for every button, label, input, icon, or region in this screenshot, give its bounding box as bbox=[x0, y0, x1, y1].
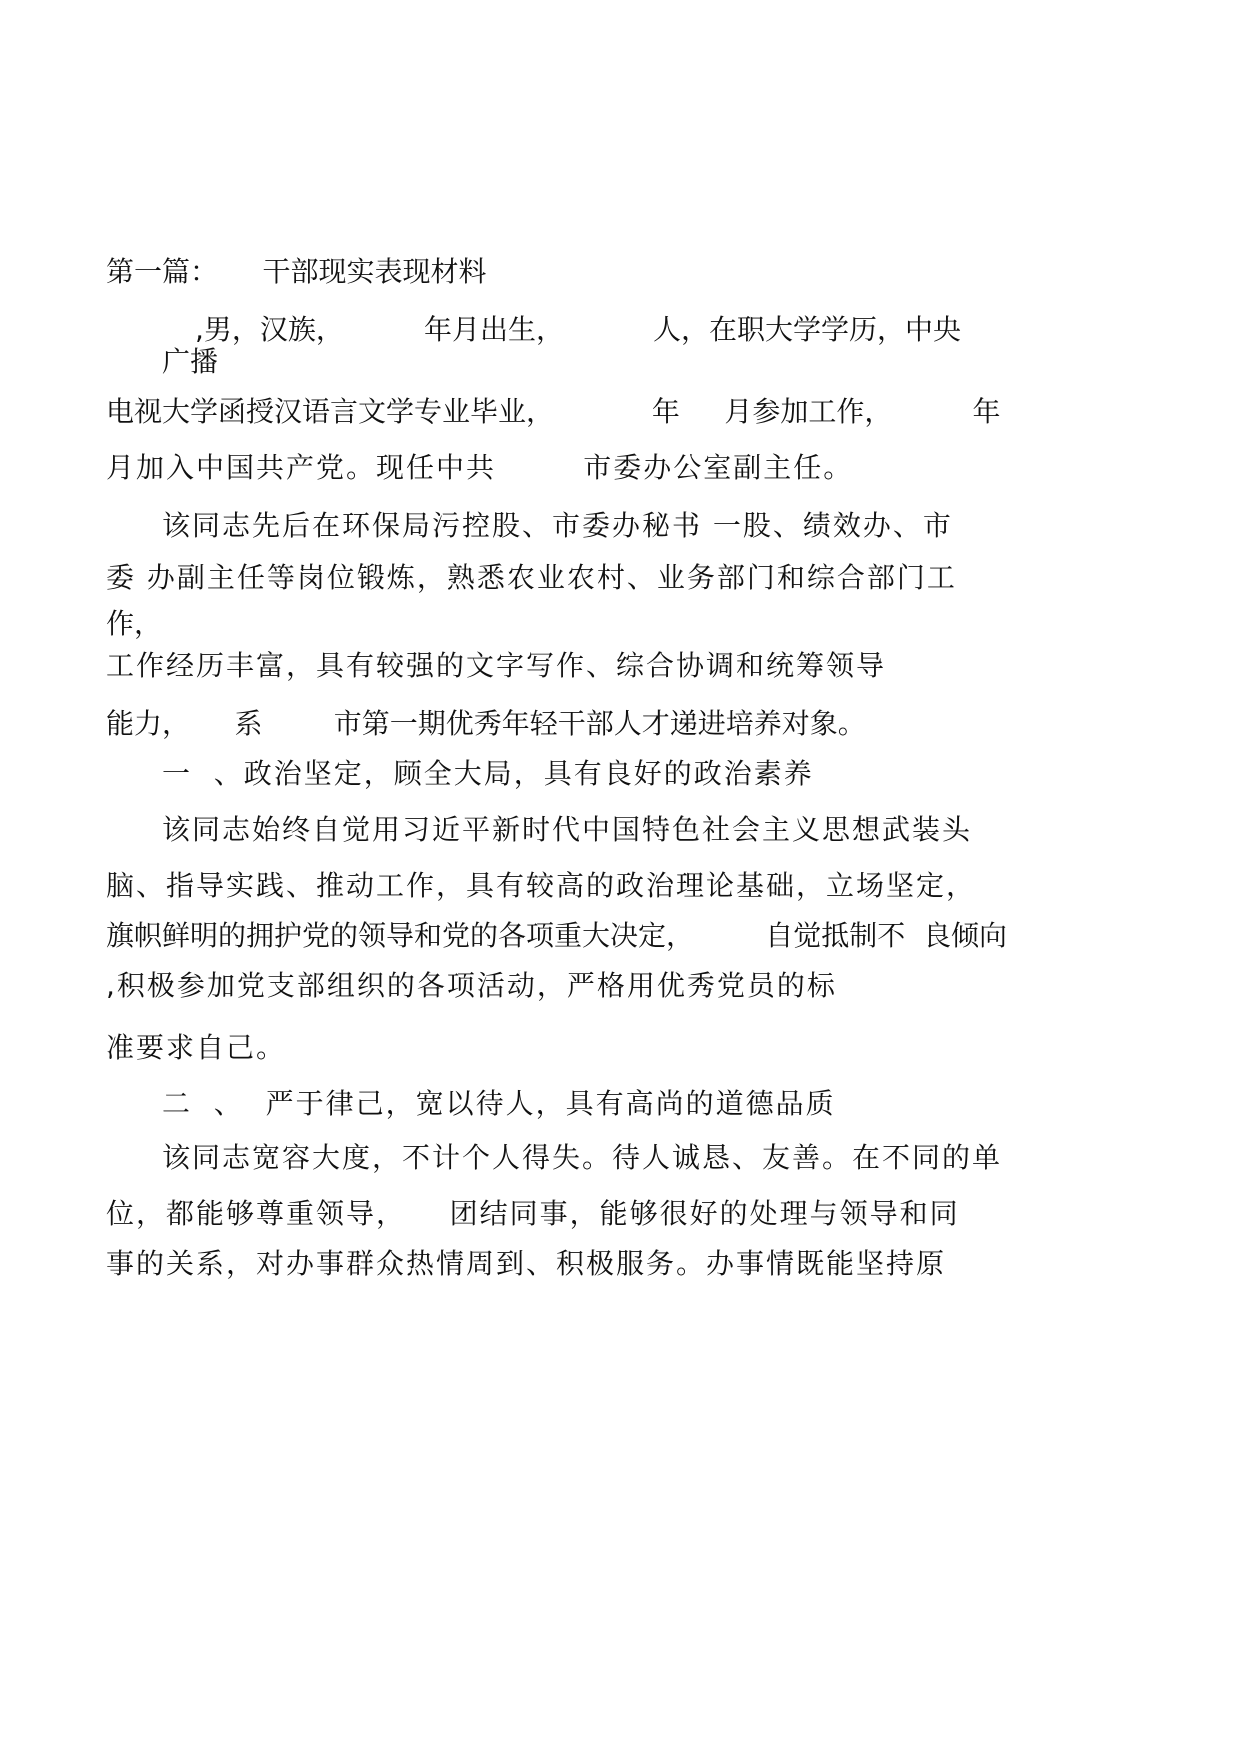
paragraph-line: 旗帜鲜明的拥护党的领导和党的各项重大决定， 自觉抵制不 良倾向 bbox=[106, 919, 1008, 952]
paragraph-line: 该同志始终自觉用习近平新时代中国特色社会主义思想武装头 bbox=[162, 813, 973, 846]
paragraph-line: ,积极参加党支部组织的各项活动，严格用优秀党员的标 bbox=[106, 969, 837, 1002]
section-heading: 二 、 严于律己，宽以待人，具有高尚的道德品质 bbox=[162, 1087, 836, 1120]
paragraph-line: 委 办副主任等岗位锻炼，熟悉农业农村、业务部门和综合部门工 bbox=[106, 561, 957, 594]
paragraph-line: 月加入中国共产党。现任中共 市委办公室副主任。 bbox=[106, 451, 854, 484]
paragraph-line: 脑、指导实践、推动工作，具有较高的政治理论基础，立场坚定， bbox=[106, 869, 977, 902]
paragraph-line: 位，都能够尊重领导， 团结同事，能够很好的处理与领导和同 bbox=[106, 1197, 960, 1230]
paragraph-line: 能力， 系 市第一期优秀年轻干部人才递进培养对象。 bbox=[106, 707, 866, 740]
section-heading: 一 、政治坚定，顾全大局，具有良好的政治素养 bbox=[162, 757, 814, 790]
paragraph-line: 作， bbox=[106, 607, 163, 640]
paragraph-line: 事的关系，对办事群众热情周到、积极服务。办事情既能坚持原 bbox=[106, 1247, 947, 1280]
paragraph-line: 准要求自己。 bbox=[106, 1031, 287, 1064]
document-title: 第一篇： 干部现实表现材料 bbox=[106, 255, 487, 288]
paragraph-line: 工作经历丰富，具有较强的文字写作、综合协调和统筹领导 bbox=[106, 649, 887, 682]
paragraph-line: 广播 bbox=[162, 345, 219, 378]
paragraph-line: ,男，汉族， 年月出生， 人，在职大学学历，中央 bbox=[106, 313, 962, 346]
paragraph-line: 该同志宽容大度，不计个人得失。待人诚恳、友善。在不同的单 bbox=[162, 1141, 1003, 1174]
paragraph-line: 电视大学函授汉语言文学专业毕业， 年 月参加工作， 年 bbox=[106, 395, 1001, 428]
paragraph-line: 该同志先后在环保局污控股、市委办秘书 一股、绩效办、市 bbox=[162, 509, 953, 542]
